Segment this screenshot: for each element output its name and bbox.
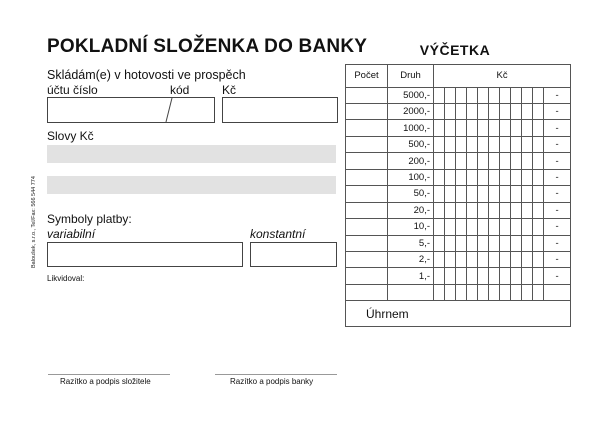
digit-cell[interactable] <box>511 202 522 218</box>
digit-cell[interactable] <box>478 104 489 120</box>
count-cell[interactable] <box>346 169 388 185</box>
digit-cell[interactable] <box>500 202 511 218</box>
account-number-field[interactable] <box>47 97 215 123</box>
digit-cell[interactable] <box>533 219 544 235</box>
digit-cell[interactable] <box>456 235 467 251</box>
liquidated-label: Likvidoval: <box>47 274 85 283</box>
digit-cell[interactable] <box>456 202 467 218</box>
digit-cell[interactable] <box>489 186 500 202</box>
digit-cell[interactable] <box>511 87 522 103</box>
digit-cell[interactable] <box>467 87 478 103</box>
digit-cell[interactable] <box>478 251 489 267</box>
digit-cell[interactable] <box>445 251 456 267</box>
denomination-row <box>346 120 571 136</box>
count-cell[interactable] <box>346 268 388 284</box>
depositor-signature-line <box>48 374 170 375</box>
digit-cell[interactable] <box>434 268 445 284</box>
digit-cell[interactable] <box>456 87 467 103</box>
digit-cell[interactable] <box>533 202 544 218</box>
digit-cell[interactable] <box>489 136 500 152</box>
denomination-value: 2,- <box>388 251 434 267</box>
digit-cell[interactable] <box>500 136 511 152</box>
digit-cell[interactable] <box>522 120 533 136</box>
digit-cell[interactable] <box>445 120 456 136</box>
digit-cell[interactable] <box>434 120 445 136</box>
digit-cell[interactable] <box>511 268 522 284</box>
digit-cell[interactable] <box>500 251 511 267</box>
digit-cell[interactable] <box>456 268 467 284</box>
digit-cell[interactable] <box>445 186 456 202</box>
digit-cell[interactable] <box>489 120 500 136</box>
digit-cell[interactable] <box>445 153 456 169</box>
digit-cell[interactable] <box>500 186 511 202</box>
bank-code-label: kód <box>170 83 190 97</box>
denomination-value: 5000,- <box>388 87 434 103</box>
digit-cell[interactable] <box>533 235 544 251</box>
empty-cell[interactable] <box>500 284 511 300</box>
digit-cell[interactable] <box>533 136 544 152</box>
count-cell[interactable] <box>346 87 388 103</box>
digit-cell[interactable] <box>434 251 445 267</box>
denomination-value: 20,- <box>388 202 434 218</box>
digit-cell[interactable] <box>478 153 489 169</box>
digit-cell[interactable] <box>511 120 522 136</box>
digit-cell[interactable] <box>500 219 511 235</box>
digit-cell[interactable] <box>467 104 478 120</box>
dash-cell: - <box>544 202 571 218</box>
digit-cell[interactable] <box>533 169 544 185</box>
denomination-value: 100,- <box>388 169 434 185</box>
count-cell[interactable] <box>346 235 388 251</box>
denomination-row <box>346 136 571 152</box>
digit-cell[interactable] <box>489 251 500 267</box>
digit-cell[interactable] <box>522 169 533 185</box>
account-code-divider <box>48 98 214 122</box>
digit-cell[interactable] <box>445 268 456 284</box>
digit-cell[interactable] <box>478 219 489 235</box>
digit-cell[interactable] <box>500 268 511 284</box>
digit-cell[interactable] <box>489 104 500 120</box>
digit-cell[interactable] <box>456 136 467 152</box>
dash-cell: - <box>544 186 571 202</box>
constant-symbol-label: konstantní <box>250 227 306 241</box>
digit-cell[interactable] <box>456 251 467 267</box>
digit-cell[interactable] <box>511 136 522 152</box>
denomination-row <box>346 153 571 169</box>
denomination-row <box>346 251 571 267</box>
digit-cell[interactable] <box>511 235 522 251</box>
digit-cell[interactable] <box>445 136 456 152</box>
digit-cell[interactable] <box>478 120 489 136</box>
empty-cell[interactable] <box>533 284 544 300</box>
digit-cell[interactable] <box>511 169 522 185</box>
bank-signature-label: Razítko a podpis banky <box>230 377 314 386</box>
digit-cell[interactable] <box>445 169 456 185</box>
digit-cell[interactable] <box>522 87 533 103</box>
count-cell[interactable] <box>346 136 388 152</box>
variable-symbol-field[interactable] <box>47 242 243 267</box>
digit-cell[interactable] <box>467 268 478 284</box>
denomination-value: 50,- <box>388 186 434 202</box>
digit-cell[interactable] <box>522 219 533 235</box>
digit-cell[interactable] <box>522 153 533 169</box>
digit-cell[interactable] <box>511 186 522 202</box>
dash-cell: - <box>544 120 571 136</box>
digit-cell[interactable] <box>456 120 467 136</box>
digit-cell[interactable] <box>500 120 511 136</box>
digit-cell[interactable] <box>533 268 544 284</box>
amount-in-words-field-1[interactable] <box>47 145 336 163</box>
dash-cell: - <box>544 104 571 120</box>
denomination-value: 500,- <box>388 136 434 152</box>
bank-signature-line <box>215 374 337 375</box>
digit-cell[interactable] <box>489 235 500 251</box>
denomination-row <box>346 87 571 103</box>
digit-cell[interactable] <box>456 104 467 120</box>
digit-cell[interactable] <box>467 251 478 267</box>
digit-cell[interactable] <box>489 87 500 103</box>
empty-cell[interactable] <box>456 284 467 300</box>
digit-cell[interactable] <box>434 153 445 169</box>
digit-cell[interactable] <box>511 251 522 267</box>
dash-cell: - <box>544 268 571 284</box>
digit-cell[interactable] <box>478 87 489 103</box>
digit-cell[interactable] <box>434 235 445 251</box>
digit-cell[interactable] <box>445 235 456 251</box>
digit-cell[interactable] <box>522 136 533 152</box>
digit-cell[interactable] <box>456 169 467 185</box>
empty-cell[interactable] <box>478 284 489 300</box>
digit-cell[interactable] <box>456 186 467 202</box>
dash-cell: - <box>544 136 571 152</box>
digit-cell[interactable] <box>511 153 522 169</box>
digit-cell[interactable] <box>489 169 500 185</box>
denomination-value: 200,- <box>388 153 434 169</box>
count-cell[interactable] <box>346 153 388 169</box>
account-number-label: účtu číslo <box>47 83 98 97</box>
digit-cell[interactable] <box>533 120 544 136</box>
dash-cell: - <box>544 219 571 235</box>
digit-cell[interactable] <box>456 153 467 169</box>
vycetka-title: VÝČETKA <box>419 42 491 58</box>
digit-cell[interactable] <box>522 235 533 251</box>
digit-cell[interactable] <box>533 87 544 103</box>
digit-cell[interactable] <box>533 104 544 120</box>
digit-cell[interactable] <box>467 219 478 235</box>
digit-cell[interactable] <box>434 87 445 103</box>
empty-cell[interactable] <box>346 284 388 300</box>
amount-label: Kč <box>222 83 237 97</box>
count-cell[interactable] <box>346 219 388 235</box>
digit-cell[interactable] <box>434 202 445 218</box>
form-title: POKLADNÍ SLOŽENKA DO BANKY <box>47 36 368 57</box>
variable-symbol-label: variabilní <box>47 227 96 241</box>
digit-cell[interactable] <box>467 235 478 251</box>
denomination-row <box>346 186 571 202</box>
total-row <box>346 301 571 327</box>
digit-cell[interactable] <box>445 87 456 103</box>
digit-cell[interactable] <box>500 87 511 103</box>
digit-cell[interactable] <box>467 169 478 185</box>
dash-cell: - <box>544 153 571 169</box>
digit-cell[interactable] <box>511 219 522 235</box>
digit-cell[interactable] <box>533 251 544 267</box>
empty-cell[interactable] <box>434 284 445 300</box>
amount-in-words-field-2[interactable] <box>47 176 336 194</box>
vycetka-table <box>345 64 571 327</box>
digit-cell[interactable] <box>489 219 500 235</box>
count-cell[interactable] <box>346 251 388 267</box>
denomination-value: 5,- <box>388 235 434 251</box>
dash-cell: - <box>544 235 571 251</box>
denomination-row <box>346 169 571 185</box>
empty-row <box>346 284 571 300</box>
denomination-value: 10,- <box>388 219 434 235</box>
empty-cell[interactable] <box>511 284 522 300</box>
digit-cell[interactable] <box>511 104 522 120</box>
digit-cell[interactable] <box>522 268 533 284</box>
dash-cell: - <box>544 169 571 185</box>
count-cell[interactable] <box>346 202 388 218</box>
digit-cell[interactable] <box>500 235 511 251</box>
digit-cell[interactable] <box>489 202 500 218</box>
denomination-value: 1000,- <box>388 120 434 136</box>
digit-cell[interactable] <box>489 153 500 169</box>
denomination-row <box>346 268 571 284</box>
denomination-row <box>346 219 571 235</box>
digit-cell[interactable] <box>467 120 478 136</box>
digit-cell[interactable] <box>467 186 478 202</box>
denomination-value: 1,- <box>388 268 434 284</box>
amount-field[interactable] <box>222 97 338 123</box>
digit-cell[interactable] <box>467 153 478 169</box>
digit-cell[interactable] <box>445 202 456 218</box>
denomination-row <box>346 235 571 251</box>
type-column-header: Druh <box>388 65 434 88</box>
count-cell[interactable] <box>346 104 388 120</box>
digit-cell[interactable] <box>478 235 489 251</box>
digit-cell[interactable] <box>467 202 478 218</box>
digit-cell[interactable] <box>489 268 500 284</box>
depositor-signature-label: Razítko a podpis složitele <box>60 377 151 386</box>
deposit-text: Skládám(e) v hotovosti ve prospěch <box>47 68 246 82</box>
empty-cell[interactable] <box>489 284 500 300</box>
empty-cell[interactable] <box>467 284 478 300</box>
denomination-row <box>346 104 571 120</box>
denomination-value: 2000,- <box>388 104 434 120</box>
count-cell[interactable] <box>346 186 388 202</box>
digit-cell[interactable] <box>522 202 533 218</box>
digit-cell[interactable] <box>478 136 489 152</box>
digit-cell[interactable] <box>522 186 533 202</box>
digit-cell[interactable] <box>500 169 511 185</box>
czk-column-header: Kč <box>434 65 571 88</box>
digit-cell[interactable] <box>533 153 544 169</box>
digit-cell[interactable] <box>478 169 489 185</box>
dash-cell: - <box>544 251 571 267</box>
constant-symbol-field[interactable] <box>250 242 337 267</box>
digit-cell[interactable] <box>467 136 478 152</box>
digit-cell[interactable] <box>456 219 467 235</box>
digit-cell[interactable] <box>434 219 445 235</box>
digit-cell[interactable] <box>434 104 445 120</box>
digit-cell[interactable] <box>445 104 456 120</box>
dash-cell: - <box>544 87 571 103</box>
digit-cell[interactable] <box>478 202 489 218</box>
empty-cell[interactable] <box>445 284 456 300</box>
empty-cell[interactable] <box>544 284 571 300</box>
count-cell[interactable] <box>346 120 388 136</box>
digit-cell[interactable] <box>500 104 511 120</box>
digit-cell[interactable] <box>533 186 544 202</box>
digit-cell[interactable] <box>478 186 489 202</box>
digit-cell[interactable] <box>500 153 511 169</box>
digit-cell[interactable] <box>434 136 445 152</box>
empty-cell[interactable] <box>388 284 434 300</box>
words-label: Slovy Kč <box>47 129 94 143</box>
count-column-header: Počet <box>346 65 388 88</box>
digit-cell[interactable] <box>434 186 445 202</box>
digit-cell[interactable] <box>478 268 489 284</box>
empty-cell[interactable] <box>522 284 533 300</box>
digit-cell[interactable] <box>522 104 533 120</box>
digit-cell[interactable] <box>522 251 533 267</box>
publisher-info: Baloušek, s.r.o., Tel/Fax: 566 544 774 <box>31 176 37 268</box>
denomination-row <box>346 202 571 218</box>
total-label: Úhrnem <box>346 301 571 327</box>
digit-cell[interactable] <box>434 169 445 185</box>
digit-cell[interactable] <box>445 219 456 235</box>
payment-symbols-label: Symboly platby: <box>47 212 132 226</box>
